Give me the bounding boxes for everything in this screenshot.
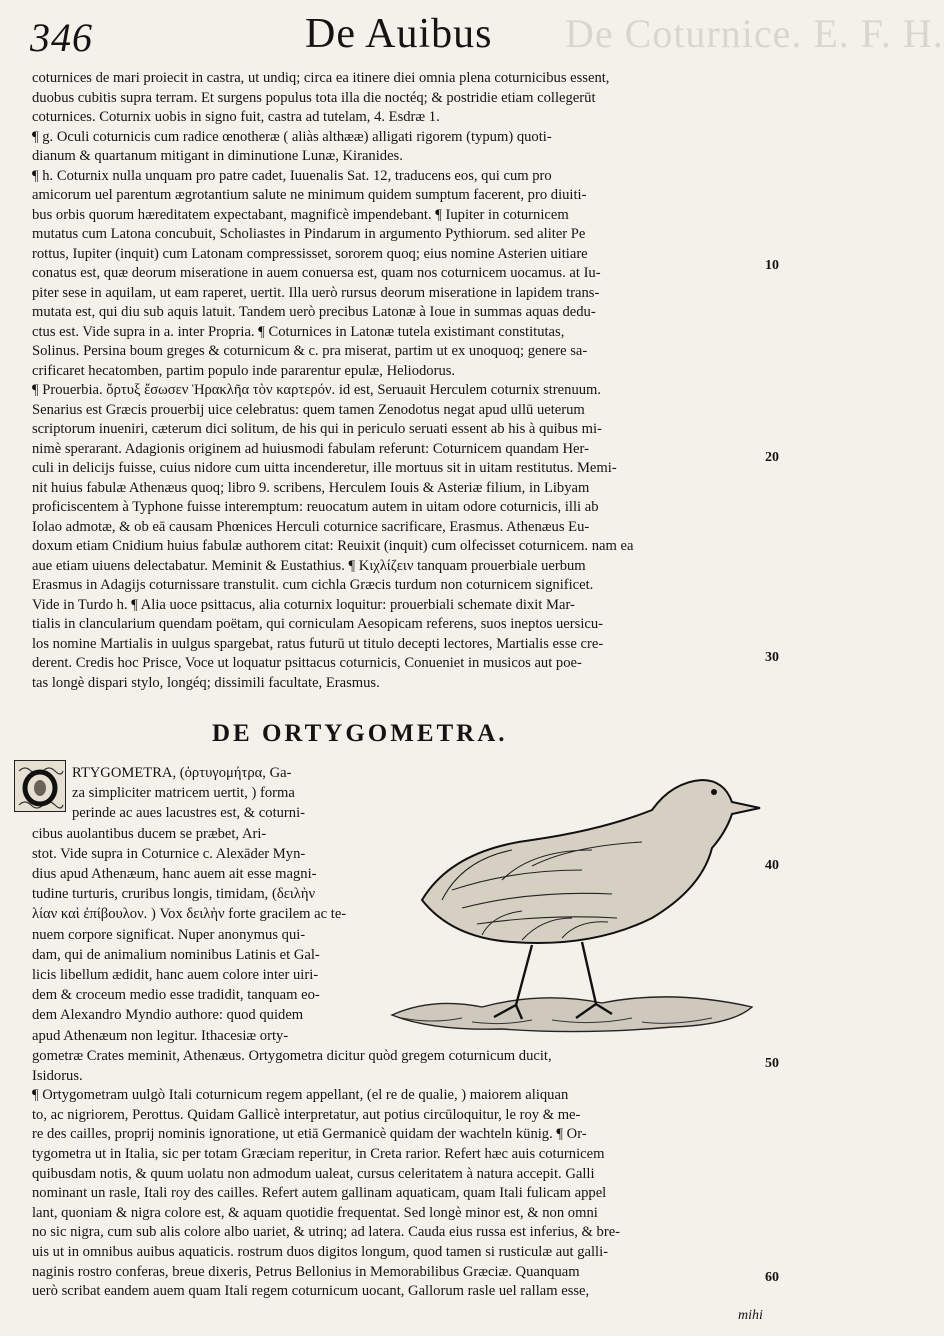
text-line: za simpliciter matricem uertit, ) forma	[72, 785, 295, 802]
text-line: Vide in Turdo h. ¶ Alia uoce psittacus, alia coturnix loquitur: prouerbiali schemate dixit Mar-	[32, 596, 575, 613]
margin-line-number: 60	[765, 1270, 779, 1285]
text-line: crificaret hecatomben, partim populo inde pararentur epulæ, Heliodorus.	[32, 362, 456, 379]
text-line: tudine turturis, cruribus longis, timidam, (δειλὴν	[32, 886, 316, 903]
text-line: Iolao admotæ, & ob eā causam Phœnices Herculi coturnice sacrificare, Erasmus. Athenæus Eu-	[32, 518, 590, 535]
text-line: Isidorus.	[32, 1067, 83, 1084]
text-line: dianum & quartanum mitigant in diminutione Lunæ, Kiranides.	[32, 148, 403, 164]
text-line: nit huius fabulæ Athenæus quoq; libro 9. scribens, Herculem Iouis & Asteriæ filium, in Libyam	[32, 479, 590, 496]
text-line: mutatus cum Latona concubuit, Scholiastes in Pindarum in argumento Pythiorum. sed aliter Pe	[32, 226, 586, 242]
text-line: uerò scribat eandem auem quam Itali regem coturnicum uocant, Gallorum rasle uel rallam esse,	[32, 1283, 590, 1300]
text-line: dam, qui de animalium nominibus Latinis et Gal-	[32, 946, 320, 963]
text-line: nominant un rasle, Itali roy des cailles. Refert autem gallinam aquaticam, quam Itali fulicam appel	[32, 1185, 607, 1202]
text-line: proficiscentem à Typhone fuisse interemptum: reuocatum autem in uitam odore coturnicis, illi ab	[32, 499, 599, 515]
text-line: rottus, Iupiter (inquit) cum Latonam compressisset, sororem quoq; eius nomine Asterien uitiare	[32, 245, 588, 262]
margin-line-number: 50	[765, 1056, 779, 1071]
text-line: culi in delicijs fuisse, cuius nidore cum uitta incenderetur, ille mortuus sit in uitam restitutus. Memi-	[32, 460, 617, 476]
text-line: conatus est, quæ deorum miseratione in auem conuersa est, quam nos coturnicem uocamus. at Iu-	[32, 265, 601, 281]
text-line: amicorum uel parentum ægrotantium salute ne minimum quidem sumptum facerent, pro diuiti-	[32, 187, 587, 203]
text-line: tygometra ut in Italia, sic per totam Græciam reperitur, in Creta rarior. Refert hæc auis coturnicem	[32, 1146, 605, 1162]
text-line: dem Alexandro Myndio authore: quod quidem	[32, 1007, 304, 1024]
text-line: ¶ g. Oculi coturnicis cum radice œnotheræ ( aliàs althææ) alligati rigorem (typum) quoti-	[32, 128, 552, 145]
text-line: cibus auolantibus ducem se præbet, Ari-	[32, 825, 267, 842]
text-line: Senarius est Græcis prouerbij uice celebratus: quem tamen Zenodotus negat apud ullū ueterum	[32, 401, 585, 418]
text-line: to, ac nigriorem, Perottus. Quidam Gallicè interpretatur, aut potius circūloquitur, le roy & me-	[32, 1106, 581, 1123]
text-line: RTYGOMETRA, (ὀρτυγομήτρα, Ga-	[72, 765, 292, 781]
decorated-initial-o	[14, 760, 66, 812]
text-line: λίαν καὶ ἐπίβουλον. ) Vox δειλὴν forte gracilem ac te-	[32, 906, 347, 923]
text-line: dem & croceum medio esse tradidit, tanquam eo-	[32, 987, 320, 1004]
text-line: re des cailles, proprij nominis ignoratione, ut etiā Germanicè quidam der wachteln künig. ¶ Or-	[32, 1126, 587, 1143]
text-line: derent. Credis hoc Prisce, Voce ut loquatur psittacus coturnicis, Conueniet in musicos aut poe-	[32, 655, 582, 671]
text-line: apud Athenæum non legitur. Ithacesiæ orty-	[32, 1027, 289, 1044]
text-line: ctus est. Vide supra in a. inter Propria. ¶ Coturnices in Latonæ tutela existimant constitutas,	[32, 323, 565, 340]
text-line: doxum etiam Cnidium huius fabulæ authorem citat: Reuixit (inquit) cum olfecisset coturnicem. nam ea	[32, 538, 634, 554]
text-line: tialis in clancularium quendam poëtam, qui corniculam Aesopicam referens, suos ineptos uersicu-	[32, 616, 604, 632]
text-line: licis libellum ædidit, hanc auem colore inter uiri-	[32, 967, 319, 983]
catchword: mihi	[738, 1308, 763, 1323]
text-line: perinde ac aues lacustres est, & coturni-	[72, 805, 306, 822]
page-number: 346	[30, 15, 93, 60]
text-line: Solinus. Persina boum greges & coturnicum & c. pra miserat, partim ut ex unoquoq; genere sa-	[32, 343, 588, 359]
text-line: lant, quoniam & nigra colore est, & aquam quotidie frequentat. Sed longè minor est, & non omni	[32, 1204, 598, 1221]
text-line: tas longè dispari stylo, longéq; dissimili facultate, Erasmus.	[32, 674, 380, 691]
text-line: aue etiam uiuens delectabatur. Meminit & Eustathius. ¶ Κιχλίζειν tanquam prouerbiale uerbum	[32, 557, 586, 574]
text-line: bus orbis quorum hæreditatem expectabant, magnificè impendebant. ¶ Iupiter in coturnicem	[32, 206, 569, 223]
text-line: dius apud Athenæum, hanc auem ait esse magni-	[32, 866, 317, 882]
text-line: naginis rostro conferas, breue dixeris, Petrus Bellonius in Memorabilibus Græciæ. Quanquam	[32, 1263, 580, 1280]
margin-line-number: 30	[765, 650, 779, 665]
text-line: Erasmus in Adagijs coturnissare transtulit. cum cichla Græcis turdum non coturnicem significet.	[32, 577, 594, 593]
text-line: los nomine Martialis in uulgus spargebat, ratus futurū ut titulo decepti lectores, Martialis esse cre-	[32, 635, 604, 652]
running-title: De Auibus	[305, 11, 493, 57]
text-line: scriptorum inueniri, cæterum dici solitum, de his qui in periculo seruati essent ab his à quibus mi-	[32, 421, 602, 437]
text-line: ¶ h. Coturnix nulla unquam pro patre cadet, Iuuenalis Sat. 12, traducens eos, qui cum pro	[32, 167, 552, 184]
text-line: duobus cubitis supra terram. Et surgens populus tota illa die noctéq; & postridie etiam collegerūt	[32, 89, 596, 106]
text-line: no sic nigra, cum sub alis colore albo uariet, & utrinq; ad latera. Cauda eius russa est inferius, & bre-	[32, 1224, 621, 1241]
text-line: piter sese in aquilam, ut eam raperet, uertit. Illa uerò rursus deorum miseratione in lapidem trans-	[32, 284, 600, 301]
text-line: nimè sperarant. Adagionis originem ad huiusmodi fabulam referunt: Coturnicem quandam Her-	[32, 440, 589, 457]
text-line: quibusdam notis, & quum uolatu non admodum ualeat, cursus celeritatem à natura accepit. Galli	[32, 1165, 595, 1182]
margin-line-number: 10	[765, 258, 779, 273]
text-line: ¶ Prouerbia. ὄρτυξ ἔσωσεν Ἡρακλῆα τὸν καρτερόν. id est, Seruauit Herculem coturnix strenuum.	[32, 382, 602, 398]
ortygometra-woodcut-illustration	[382, 770, 762, 1050]
bleed-through-text: De Coturnice. E. F. H.	[565, 11, 944, 56]
section-title: DE ORTYGOMETRA.	[212, 720, 508, 747]
text-line: coturnices. Coturnix uobis in signo fuit, castra ad tutelam, 4. Esdræ 1.	[32, 109, 440, 125]
text-line: mutata est, qui diu sub aquis latuit. Tandem uerò precibus Latonæ à Ioue in summas aquas dedu-	[32, 304, 596, 320]
text-line: gometræ Crates meminit, Athenæus. Ortygometra dicitur quòd gregem coturnicum ducit,	[32, 1048, 552, 1064]
margin-line-number: 40	[765, 858, 779, 873]
margin-line-number: 20	[765, 450, 779, 465]
text-line: uis ut in omnibus auibus aquaticis. rostrum duos digitos longum, quod tamen si rusticulæ aut galli-	[32, 1244, 609, 1260]
text-line: nuem corpore significat. Nuper anonymus qui-	[32, 926, 306, 943]
text-line: stot. Vide supra in Coturnice c. Alexāder Myn-	[32, 845, 306, 862]
text-line: ¶ Ortygometram uulgò Itali coturnicum regem appellant, (el re de qualie, ) maiorem aliquan	[32, 1087, 569, 1104]
text-line: coturnices de mari proiecit in castra, ut undiq; circa ea itinere diei omnia plena coturnicibus essent,	[32, 70, 610, 86]
